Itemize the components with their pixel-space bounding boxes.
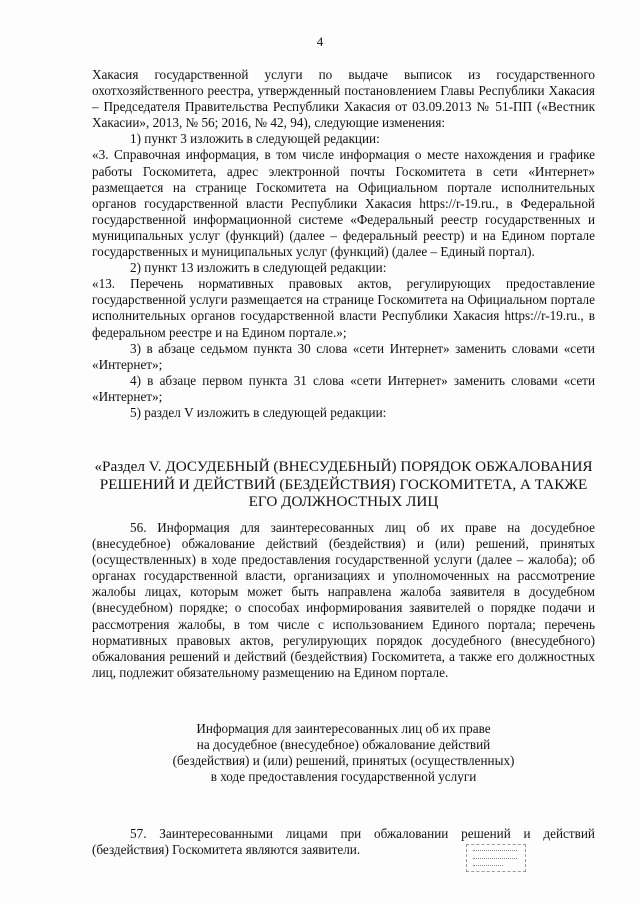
subheading-line: (бездействия) и (или) решений, принятых (осуществленных): [172, 753, 515, 769]
subheading-line: Информация для заинтересованных лиц об их праве: [196, 721, 491, 736]
paragraph-56-block: [92, 520, 595, 681]
subheading-line: на досудебное (внесудебное) обжалование действий: [196, 737, 491, 753]
registration-stamp: [466, 844, 526, 872]
clause-13-text: «13. Перечень нормативных правовых актов, регулирующих предоставление государственной услуги размещается на странице Госкомитета на Официальном портале исполнительных органов государственной власти Республики Хакасия https://r-19.ru., в федеральном реестре и на Едином портале.»;: [92, 276, 595, 340]
item-2: 2) пункт 13 изложить в следующей редакции:: [130, 260, 387, 276]
section-heading: «Раздел V. ДОСУДЕБНЫЙ (ВНЕСУДЕБНЫЙ) ПОРЯДОК ОБЖАЛОВАНИЯ РЕШЕНИЙ И ДЕЙСТВИЙ (БЕЗДЕЙСТВИЯ) ГОСКОМИТЕТА, А ТАКЖЕ ЕГО ДОЛЖНОСТНЫХ ЛИЦ: [94, 458, 593, 510]
item-5: 5) раздел V изложить в следующей редакции:: [130, 404, 387, 420]
item-4: 4) в абзаце первом пункта 31 слова «сети Интернет» заменить словами «сети «Интернет»;: [92, 372, 595, 404]
clause-3-text: «3. Справочная информация, в том числе информация о месте нахождения и графике работы Госкомитета, адрес электронной почты Госкомитета в сети «Интернет» размещается на странице Госкомитета на Официальном портале исполнительных органов государственной власти Республики Хакасия https://r-19.ru., в Федеральной государственной информационной системе «Федеральный реестр государственных и муниципальных услуг (функций) (далее – федеральный реестр) и на Едином портале государственных и муниципальных услуг (функций) (далее – Единый портал).: [92, 147, 595, 260]
paragraph-56: 56. Информация для заинтересованных лиц об их праве на досудебное (внесудебное) обжалование действий (бездействия) и (или) решений, принятых (осуществленных) в ходе предоставления государственной услуги (далее – жалоба); об органах государственной власти, организациях и уполномоченных на рассмотрение жалобы лицах, которым может быть направлена жалоба заявителя в досудебном (внесудебном) порядке; о способах информирования заявителей о порядке подачи и рассмотрения жалобы, в том числе с использованием Единого портала; перечень нормативных правовых актов, регулирующих порядок досудебного (внесудебного) обжалования решений и действий (бездействия) Госкомитета, а также его должностных лиц, подлежит обязательному размещению на Едином портале.: [92, 520, 595, 680]
item-1: 1) пункт 3 изложить в следующей редакции:: [130, 131, 380, 147]
intro-paragraph: Хакасия государственной услуги по выдаче выписок из государственного охотхозяйственного реестра, утвержденный постановлением Главы Республики Хакасия – Председателя Правительства Республики Хакасия от 03.09.2013 № 51-ПП («Вестник Хакасии», 2013, № 56; 2016, № 42, 94), следующие изменения:: [92, 67, 595, 131]
paragraph-57: 57. Заинтересованными лицами при обжаловании решений и действий (бездействия) Госкомитета являются заявители.: [92, 826, 595, 858]
subheading: [92, 721, 595, 785]
item-3: 3) в абзаце седьмом пункта 30 слова «сети Интернет» заменить словами «сети «Интернет»;: [92, 340, 595, 372]
amendments-block: [92, 67, 595, 421]
page-number: 4: [316, 34, 324, 49]
subheading-line: в ходе предоставления государственной услуги: [210, 769, 477, 785]
